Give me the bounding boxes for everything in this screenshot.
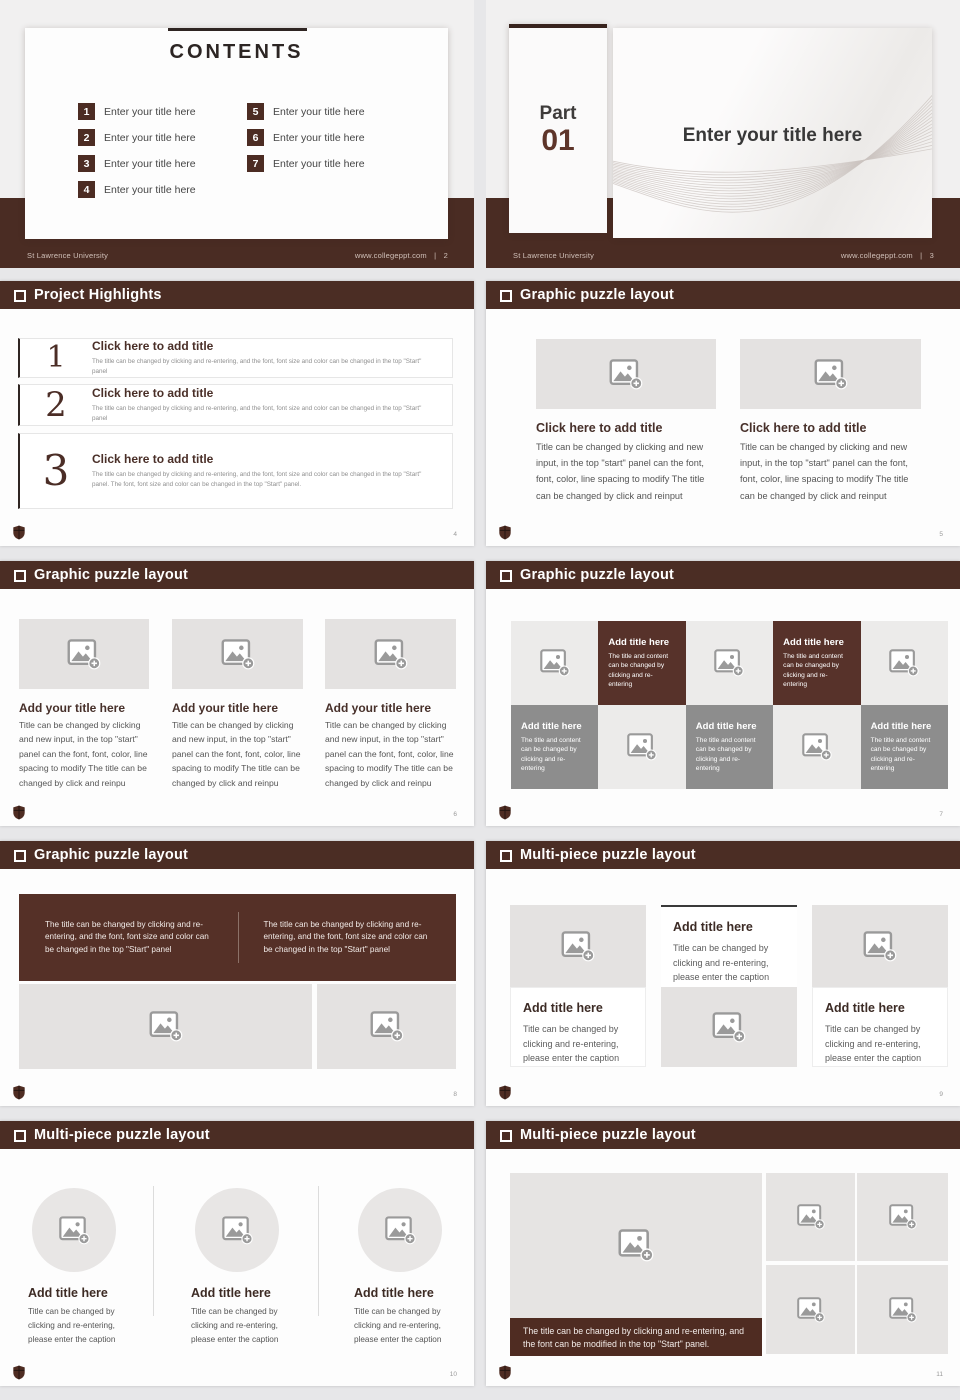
item-number-badge: 4 <box>78 181 95 198</box>
highlight-desc: The title can be changed by clicking and re-entering, and the font, font size and color can be changed in the top "Start" panel. The font, font size and color can be changed in the top "Start" panel. <box>92 470 422 488</box>
image-placeholder <box>32 1188 116 1272</box>
square-bullet-icon <box>500 290 512 302</box>
cell-desc: The title and content can be changed by clicking and re-entering <box>695 736 756 772</box>
highlight-title: Click here to add title <box>92 385 214 400</box>
slide-header-title: Graphic puzzle layout <box>34 847 189 863</box>
contents-title: CONTENTS <box>169 41 304 63</box>
highlight-title: Click here to add title <box>92 338 214 353</box>
item-number-badge: 7 <box>247 155 264 172</box>
image-placeholder <box>358 1188 442 1272</box>
highlight-item <box>18 338 453 378</box>
add-image-icon <box>385 1216 416 1245</box>
slide-header <box>486 841 960 869</box>
item-number-badge: 2 <box>78 129 95 146</box>
puzzle-grid <box>511 621 948 789</box>
footer-separator: | <box>434 251 437 260</box>
add-image-icon <box>712 1012 746 1043</box>
image-placeholder <box>195 1188 279 1272</box>
image-placeholder <box>857 1173 948 1261</box>
column-desc: Title can be changed by clicking and new input, in the top "start" panel can the font, font, color, line spacing to modify The title can be changed by click and reinput <box>740 442 909 501</box>
image-placeholder <box>861 621 948 705</box>
cell-title: Add title here <box>608 636 670 648</box>
square-bullet-icon <box>500 570 512 582</box>
piece-title: Add title here <box>191 1286 271 1300</box>
piece-title: Add title here <box>523 1001 603 1015</box>
university-shield-logo <box>499 805 511 820</box>
add-image-icon <box>714 649 744 677</box>
university-shield-logo <box>499 1085 511 1100</box>
slide-multi-piece-circles[interactable] <box>0 1121 474 1386</box>
cell-title: Add title here <box>521 720 582 732</box>
contents-item <box>78 129 196 146</box>
cell-desc: The title and content can be changed by clicking and re-entering <box>521 736 581 772</box>
cell-title: Add title here <box>695 720 757 732</box>
column-title: Click here to add title <box>536 421 663 435</box>
slide-project-highlights[interactable] <box>0 281 474 546</box>
column-title: Add your title here <box>172 701 279 715</box>
brown-text-bar <box>19 894 456 981</box>
slide-header <box>486 561 960 589</box>
image-placeholder <box>19 984 312 1069</box>
footer-separator: | <box>920 251 923 260</box>
item-number-badge: 1 <box>78 103 95 120</box>
column-desc: Title can be changed by clicking and new input, in the top "start" panel can the font, font, color, line spacing to modify The title can be changed by click and reinpu <box>325 720 454 788</box>
add-image-icon <box>618 1229 654 1262</box>
vertical-divider <box>238 912 239 963</box>
square-bullet-icon <box>14 850 26 862</box>
part-label: Part <box>539 103 577 124</box>
slide-multi-piece-alt[interactable] <box>486 841 960 1106</box>
add-image-icon <box>889 649 919 677</box>
piece-desc: Title can be changed by clicking and re-entering, please enter the caption <box>354 1307 442 1345</box>
contents-item <box>247 103 365 120</box>
slide-multi-piece-mosaic[interactable] <box>486 1121 960 1386</box>
column-desc: Title can be changed by clicking and new input, in the top "start" panel can the font, font, color, line spacing to modify The title can be changed by click and reinput <box>536 442 705 501</box>
page-number: 10 <box>449 1371 457 1378</box>
footer-page-number: 2 <box>443 251 448 260</box>
page-number: 4 <box>453 531 457 538</box>
bar-text: The title can be changed by clicking and re-entering, and the font, font size and color can be changed in the top "Start" panel <box>263 919 428 954</box>
image-placeholder <box>510 905 646 987</box>
slide-header-title: Multi-piece puzzle layout <box>34 1127 210 1143</box>
square-bullet-icon <box>14 570 26 582</box>
university-shield-logo <box>499 525 511 540</box>
piece-desc: Title can be changed by clicking and re-entering, please enter the caption <box>673 943 770 982</box>
slide-header <box>486 281 960 309</box>
slide-header <box>0 1121 474 1149</box>
piece-desc: Title can be changed by clicking and re-entering, please enter the caption <box>523 1024 620 1063</box>
image-placeholder <box>686 621 773 705</box>
text-card <box>812 987 948 1067</box>
add-image-icon <box>797 1204 825 1230</box>
slide-contents[interactable] <box>0 0 474 268</box>
title-accent-line <box>168 28 307 31</box>
item-label: Enter your title here <box>104 183 196 196</box>
text-card <box>661 905 797 987</box>
footer-site: www.collegeppt.com <box>354 251 427 260</box>
slide-header <box>0 561 474 589</box>
cell-title: Add title here <box>783 636 844 648</box>
slide-graphic-puzzle-3col[interactable] <box>0 561 474 826</box>
page-number: 6 <box>453 811 457 818</box>
grid-text-cell <box>511 705 598 789</box>
highlight-number: 3 <box>42 446 70 495</box>
piece-title: Add title here <box>28 1286 108 1300</box>
add-image-icon <box>561 931 595 962</box>
image-placeholder <box>812 905 948 987</box>
contents-item <box>78 155 196 172</box>
highlight-desc: The title can be changed by clicking and re-entering, and the font, font size and color can be changed in the top "Start" panel <box>92 404 422 422</box>
add-image-icon <box>889 1297 917 1323</box>
piece-desc: Title can be changed by clicking and re-entering, please enter the caption <box>28 1307 116 1345</box>
footer-page-number: 3 <box>929 251 934 260</box>
column-title: Click here to add title <box>740 421 867 435</box>
contents-item <box>247 155 365 172</box>
page-number: 5 <box>939 531 943 538</box>
university-shield-logo <box>13 1085 25 1100</box>
add-image-icon <box>221 639 255 670</box>
slide-graphic-puzzle-bar[interactable] <box>0 841 474 1106</box>
add-image-icon <box>609 359 643 390</box>
footer-university: St Lawrence University <box>27 251 109 260</box>
bar-text: The title can be changed by clicking and re-entering, and the font, font size and color can be changed in the top "Start" panel <box>45 919 209 954</box>
image-placeholder <box>661 987 797 1067</box>
image-placeholder <box>773 705 860 789</box>
university-shield-logo <box>13 805 25 820</box>
highlight-item <box>18 433 453 509</box>
image-placeholder <box>317 984 456 1069</box>
contents-item <box>78 181 196 198</box>
column-title: Add your title here <box>325 701 432 715</box>
item-label: Enter your title here <box>104 131 196 144</box>
grid-text-cell <box>773 621 860 705</box>
part-number-card <box>509 24 607 233</box>
contents-item <box>78 103 196 120</box>
add-image-icon <box>889 1204 917 1230</box>
contents-item <box>247 129 365 146</box>
item-number-badge: 3 <box>78 155 95 172</box>
add-image-icon <box>374 639 408 670</box>
image-placeholder <box>511 621 598 705</box>
cell-desc: The title and content can be changed by clicking and re-entering <box>783 652 843 688</box>
footer-university: St Lawrence University <box>513 251 595 260</box>
item-label: Enter your title here <box>104 105 196 118</box>
slide-part-01[interactable] <box>486 0 960 268</box>
item-label: Enter your title here <box>273 157 365 170</box>
slide-header <box>0 281 474 309</box>
item-label: Enter your title here <box>273 105 365 118</box>
add-image-icon <box>67 639 101 670</box>
piece-title: Add title here <box>354 1286 434 1300</box>
image-placeholder <box>766 1265 855 1354</box>
university-shield-logo <box>13 1365 25 1380</box>
image-placeholder <box>740 339 921 409</box>
vertical-divider <box>318 1186 319 1316</box>
add-image-icon <box>149 1011 183 1042</box>
page-number: 8 <box>453 1091 457 1098</box>
image-placeholder <box>172 619 303 689</box>
add-image-icon <box>627 733 657 761</box>
item-label: Enter your title here <box>273 131 365 144</box>
footer-site: www.collegeppt.com <box>840 251 913 260</box>
square-bullet-icon <box>14 1130 26 1142</box>
grid-text-cell <box>598 621 685 705</box>
add-image-icon <box>222 1216 253 1245</box>
page-number: 7 <box>939 811 943 818</box>
piece-desc: Title can be changed by clicking and re-entering, please enter the caption <box>825 1024 922 1063</box>
add-image-icon <box>540 649 570 677</box>
item-number-badge: 6 <box>247 129 264 146</box>
page-number: 11 <box>936 1371 943 1378</box>
add-image-icon <box>59 1216 90 1245</box>
add-image-icon <box>814 359 848 390</box>
add-image-icon <box>863 931 897 962</box>
university-shield-logo <box>499 1365 511 1380</box>
image-placeholder <box>510 1173 762 1318</box>
add-image-icon <box>797 1297 825 1323</box>
slide-header-title: Multi-piece puzzle layout <box>520 1127 696 1143</box>
section-title-panel <box>613 28 932 238</box>
cell-title: Add title here <box>870 720 932 732</box>
cell-desc: The title and content can be changed by clicking and re-entering <box>870 736 931 772</box>
piece-desc: Title can be changed by clicking and re-entering, please enter the caption <box>191 1307 279 1345</box>
grid-text-cell <box>861 705 948 789</box>
highlight-number: 1 <box>46 340 66 375</box>
highlight-item <box>18 384 453 426</box>
piece-title: Add title here <box>825 1001 905 1015</box>
image-placeholder <box>536 339 716 409</box>
slide-header-title: Graphic puzzle layout <box>520 567 675 583</box>
highlight-title: Click here to add title <box>92 451 214 466</box>
slide-header-title: Graphic puzzle layout <box>520 287 675 303</box>
image-placeholder <box>598 705 685 789</box>
image-placeholder <box>766 1173 855 1261</box>
add-image-icon <box>370 1011 404 1042</box>
column-desc: Title can be changed by clicking and new input, in the top "start" panel can the font, font, color, line spacing to modify The title can be changed by click and reinpu <box>19 720 148 788</box>
slide-header-title: Graphic puzzle layout <box>34 567 189 583</box>
contents-card <box>25 28 448 239</box>
item-label: Enter your title here <box>104 157 196 170</box>
university-shield-logo <box>13 525 25 540</box>
text-card <box>510 987 646 1067</box>
slide-header <box>0 841 474 869</box>
grid-text-cell <box>686 705 773 789</box>
square-bullet-icon <box>14 290 26 302</box>
column-desc: Title can be changed by clicking and new input, in the top "start" panel can the font, font, color, line spacing to modify The title can be changed by click and reinpu <box>172 720 301 788</box>
caption-bar: The title can be changed by clicking and re-entering, and the font can be modified in the top "Start" panel. <box>510 1318 762 1356</box>
item-number-badge: 5 <box>247 103 264 120</box>
image-placeholder <box>19 619 149 689</box>
add-image-icon <box>802 733 832 761</box>
section-title: Enter your title here <box>682 125 863 146</box>
vertical-divider <box>153 1186 154 1316</box>
slide-header <box>486 1121 960 1149</box>
slide-graphic-puzzle-2col[interactable] <box>486 281 960 546</box>
piece-title: Add title here <box>673 920 753 934</box>
cell-desc: The title and content can be changed by clicking and re-entering <box>608 652 669 688</box>
column-title: Add your title here <box>19 701 126 715</box>
square-bullet-icon <box>500 1130 512 1142</box>
highlight-number: 2 <box>45 385 67 425</box>
slide-graphic-puzzle-grid[interactable] <box>486 561 960 826</box>
part-number: 01 <box>541 123 575 157</box>
slide-header-title: Multi-piece puzzle layout <box>520 847 696 863</box>
highlight-desc: The title can be changed by clicking and re-entering, and the font, font size and color can be changed in the top "Start" panel <box>92 357 422 375</box>
square-bullet-icon <box>500 850 512 862</box>
image-placeholder <box>857 1265 948 1354</box>
page-number: 9 <box>939 1091 943 1098</box>
slide-header-title: Project Highlights <box>34 287 162 303</box>
image-placeholder <box>325 619 456 689</box>
